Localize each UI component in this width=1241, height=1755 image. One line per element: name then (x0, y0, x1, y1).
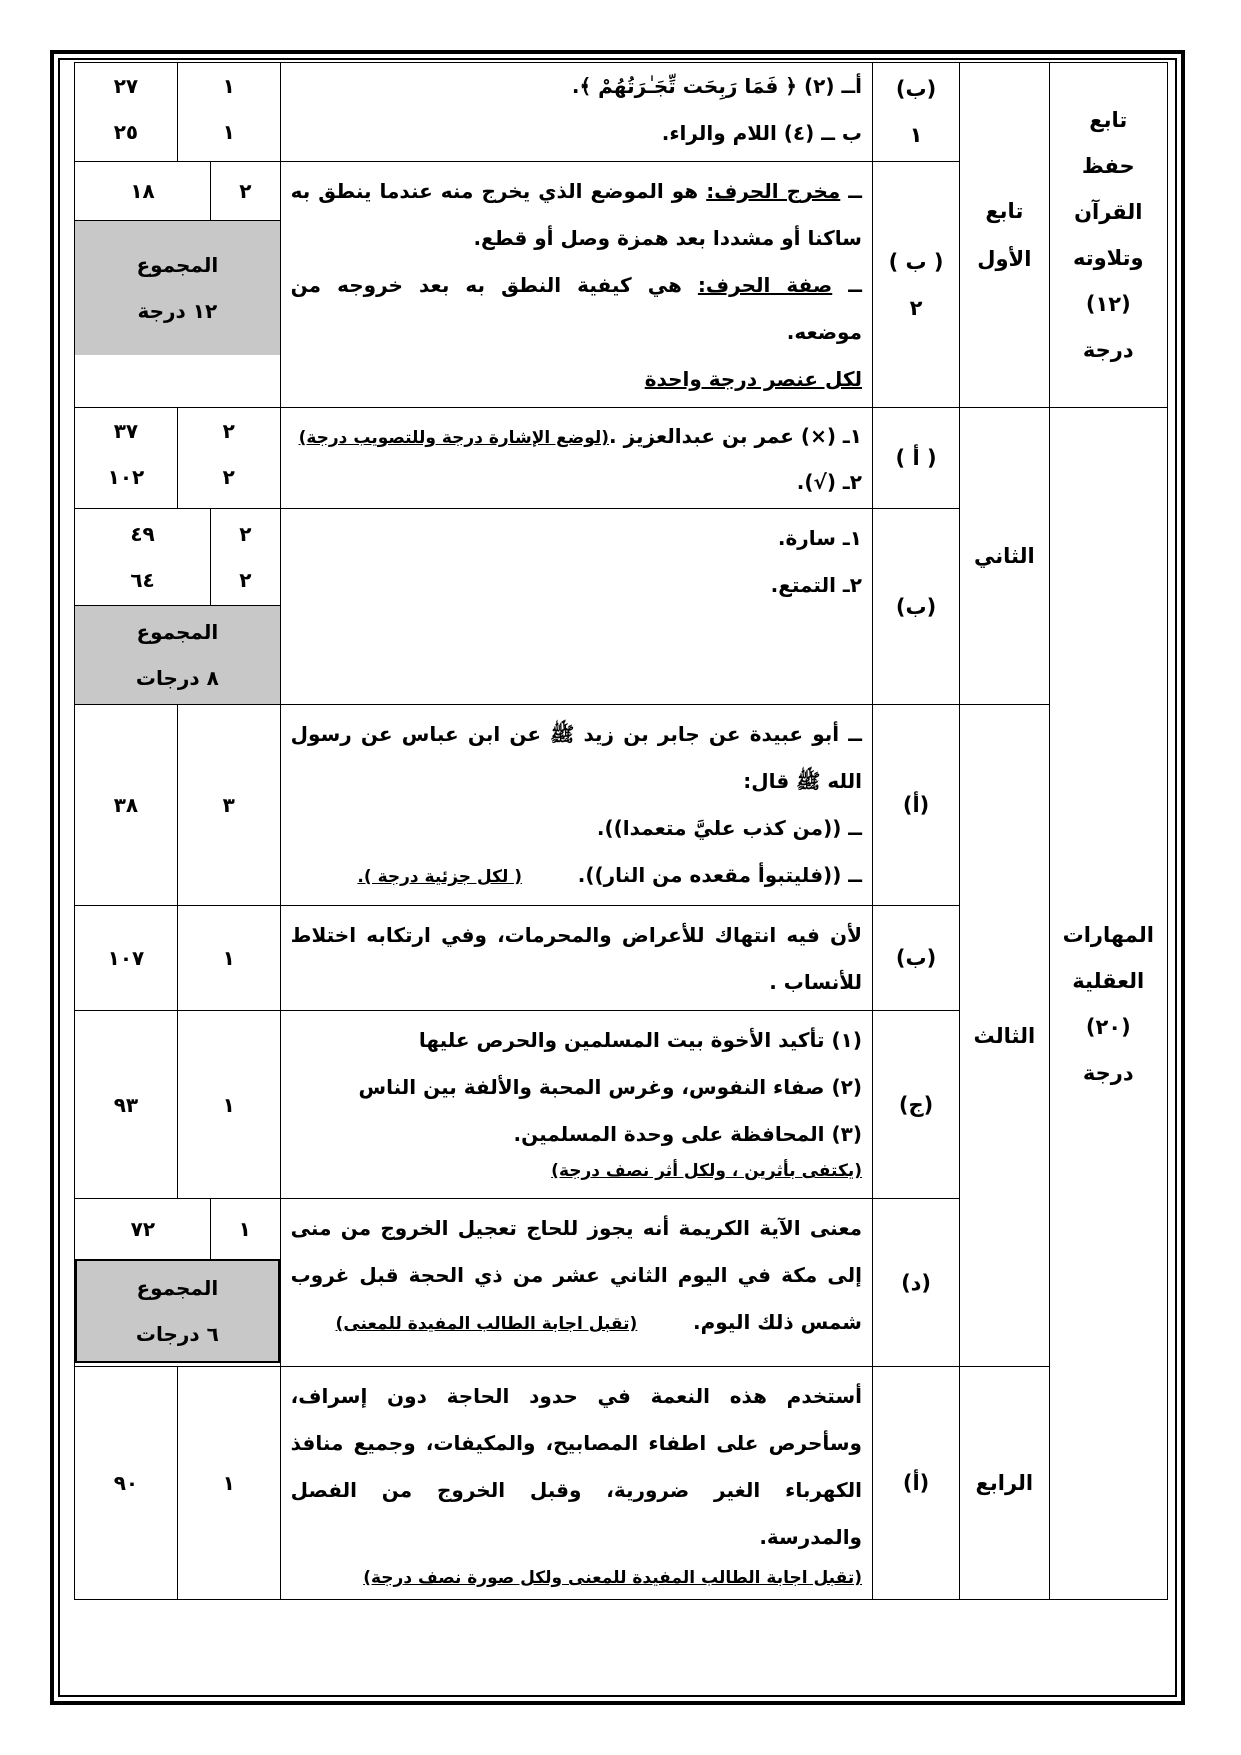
part-cell: (ب) (872, 509, 959, 705)
answer-cell: ــ أبو عبيدة عن جابر بن زيد ﷺ عن ابن عباس عن رسول الله ﷺ قال: ــ ((من كذب عليَّ متعمدا)). ــ ((فليتبوأ مقعده من النار)). ( لكل جزئية درجة ). (280, 705, 872, 906)
page-cell: ٤٩ ٦٤ (130, 522, 155, 592)
grade-cell: ١ ١ (177, 63, 280, 162)
grade-page-stack (75, 162, 281, 408)
question-cell-first: تابع الأول (960, 63, 1049, 408)
page-cell: ٩٣ (75, 1011, 178, 1199)
total-box: المجموع ٦ درجات (76, 1260, 279, 1362)
table-row (75, 705, 1168, 906)
grade-cell: ١ (177, 906, 280, 1011)
part-cell: (د) (872, 1199, 959, 1367)
table-row (75, 63, 1168, 162)
answer-cell: ــ مخرج الحرف: هو الموضع الذي يخرج منه عندما ينطق به ساكنا أو مشددا بعد همزة وصل أو قطع. ــ صفة الحرف: هي كيفية النطق به بعد خروجه من موضعه. لكل عنصر درجة واحدة (280, 162, 872, 408)
grade-cell: ٢ (211, 162, 280, 221)
answer-cell: (١) تأكيد الأخوة بيت المسلمين والحرص عليها (٢) صفاء النفوس، وغرس المحبة والألفة بين الناس (٣) المحافظة على وحدة المسلمين. (يكتفى بأثرين ، ولكل أثر نصف درجة) (280, 1011, 872, 1199)
total-box: المجموع ١٢ درجة (75, 221, 280, 356)
part-cell: ( ب ) ٢ (872, 162, 959, 408)
answer-cell: أستخدم هذه النعمة في حدود الحاجة دون إسراف، وسأحرص على اطفاء المصابيح، والمكيفات، وجميع منافذ الكهرباء الغير ضرورية، وقبل الخروج من الفصل والمدرسة. (تقبل اجابة الطالب المفيدة للمعنى ولكل صورة نصف درجة) (280, 1367, 872, 1600)
total-box: المجموع ٨ درجات (75, 606, 280, 705)
grade-cell: ١ (177, 1011, 280, 1199)
part-cell: (ب) (872, 906, 959, 1011)
answer-key-table (74, 62, 1168, 1600)
grade-cell: ٣ (177, 705, 280, 906)
question-cell-fourth: الرابع (960, 1367, 1049, 1600)
question-cell-third: الثالث (960, 705, 1049, 1367)
grade-page-stack (75, 1199, 281, 1367)
grade-cell: ١ (210, 1199, 278, 1260)
page-cell: ٣٨ (75, 705, 178, 906)
part-cell: ( أ ) (872, 408, 959, 509)
page-cell: ٣٧ ١٠٢ (75, 408, 178, 509)
page-cell: ٧٢ (130, 1217, 156, 1241)
part-cell: (أ) (872, 705, 959, 906)
page-cell: ١٠٧ (75, 906, 178, 1011)
grade-cell: ١ (177, 1367, 280, 1600)
grade-cell: ٢ ٢ (211, 509, 280, 606)
answer-cell: لأن فيه انتهاك للأعراض والمحرمات، وفي ارتكابه اختلاط للأنساب . (280, 906, 872, 1011)
part-cell: (أ) (872, 1367, 959, 1600)
question-cell-second: الثاني (960, 408, 1049, 705)
grade-page-stack (75, 509, 281, 705)
page-cell: ٩٠ (75, 1367, 178, 1600)
section-cell-memorization: تابع حفظ القرآن وتلاوته (١٢) درجة (1049, 63, 1167, 408)
table-row (75, 1367, 1168, 1600)
part-cell: (ب) ١ (872, 63, 959, 162)
answer-cell: أــ (٢) ﴿ فَمَا رَبِحَت تِّجَـٰرَتُهُمْ ﴾. ب ــ (٤) اللام والراء. (280, 63, 872, 162)
answer-cell: ١ـ سارة. ٢ـ التمتع. (280, 509, 872, 705)
page-cell: ١٨ (130, 179, 155, 203)
grade-cell: ٢ ٢ (177, 408, 280, 509)
table-row (75, 408, 1168, 509)
answer-cell: معنى الآية الكريمة أنه يجوز للحاج تعجيل الخروج من منى إلى مكة في اليوم الثاني عشر من ذي الحجة قبل غروب شمس ذلك اليوم. (تقبل اجابة الطالب المفيدة للمعنى) (280, 1199, 872, 1367)
answer-cell: ١ـ (×) عمر بن عبدالعزيز .(لوضع الإشارة درجة وللتصويب درجة) ٢ـ (√). (280, 408, 872, 509)
part-cell: (ج) (872, 1011, 959, 1199)
section-cell-thinking: المهارات العقلية (٢٠) درجة (1049, 408, 1167, 1600)
page-cell: ٢٧ ٢٥ (75, 63, 178, 162)
